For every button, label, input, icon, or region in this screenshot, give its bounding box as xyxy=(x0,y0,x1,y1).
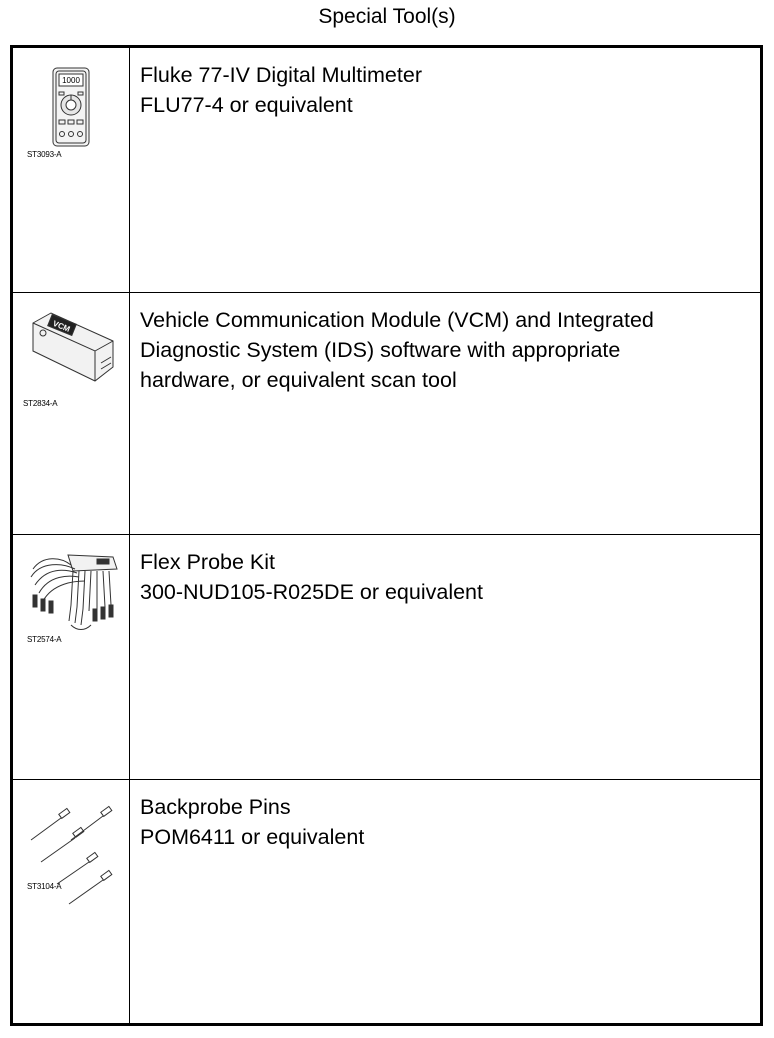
vcm-label: VCM xyxy=(51,318,72,334)
tool-name: Backprobe Pins xyxy=(140,795,291,819)
tool-name: Vehicle Communication Module (VCM) and Integrated xyxy=(140,308,654,332)
tool-description xyxy=(140,60,750,120)
tool-image-code: ST2834-A xyxy=(23,399,58,408)
special-tools-table xyxy=(10,45,763,1026)
tool-image-code: ST3104-A xyxy=(27,882,62,891)
tool-description xyxy=(140,547,750,607)
tool-image-cell xyxy=(13,293,130,534)
tool-image-cell xyxy=(13,535,130,779)
tool-description xyxy=(140,305,750,395)
vcm-module-icon xyxy=(13,293,130,533)
tool-part-number: POM6411 or equivalent xyxy=(140,825,365,849)
tool-row-flex-probe-kit xyxy=(13,535,760,780)
tool-image-code: ST2574-A xyxy=(27,635,62,644)
display-reading: 1000 xyxy=(62,76,80,85)
tool-row-vcm xyxy=(13,293,760,535)
tool-description xyxy=(140,792,750,852)
backprobe-pins-icon xyxy=(13,780,130,1022)
tool-name: Fluke 77-IV Digital Multimeter xyxy=(140,63,422,87)
tool-part-number: 300-NUD105-R025DE or equivalent xyxy=(140,580,483,604)
tool-description-line: Diagnostic System (IDS) software with appropriate xyxy=(140,338,621,362)
tool-row-multimeter xyxy=(13,48,760,293)
flex-probe-kit-icon xyxy=(13,535,130,779)
tool-part-number: FLU77-4 or equivalent xyxy=(140,93,353,117)
tool-image-cell xyxy=(13,48,130,292)
tool-image-code: ST3093-A xyxy=(27,150,62,159)
tool-image-cell xyxy=(13,780,130,1023)
page-title: Special Tool(s) xyxy=(318,5,456,28)
tool-description-line: hardware, or equivalent scan tool xyxy=(140,368,457,392)
multimeter-icon xyxy=(13,48,130,292)
tool-name: Flex Probe Kit xyxy=(140,550,276,574)
tool-row-backprobe-pins xyxy=(13,780,760,1023)
